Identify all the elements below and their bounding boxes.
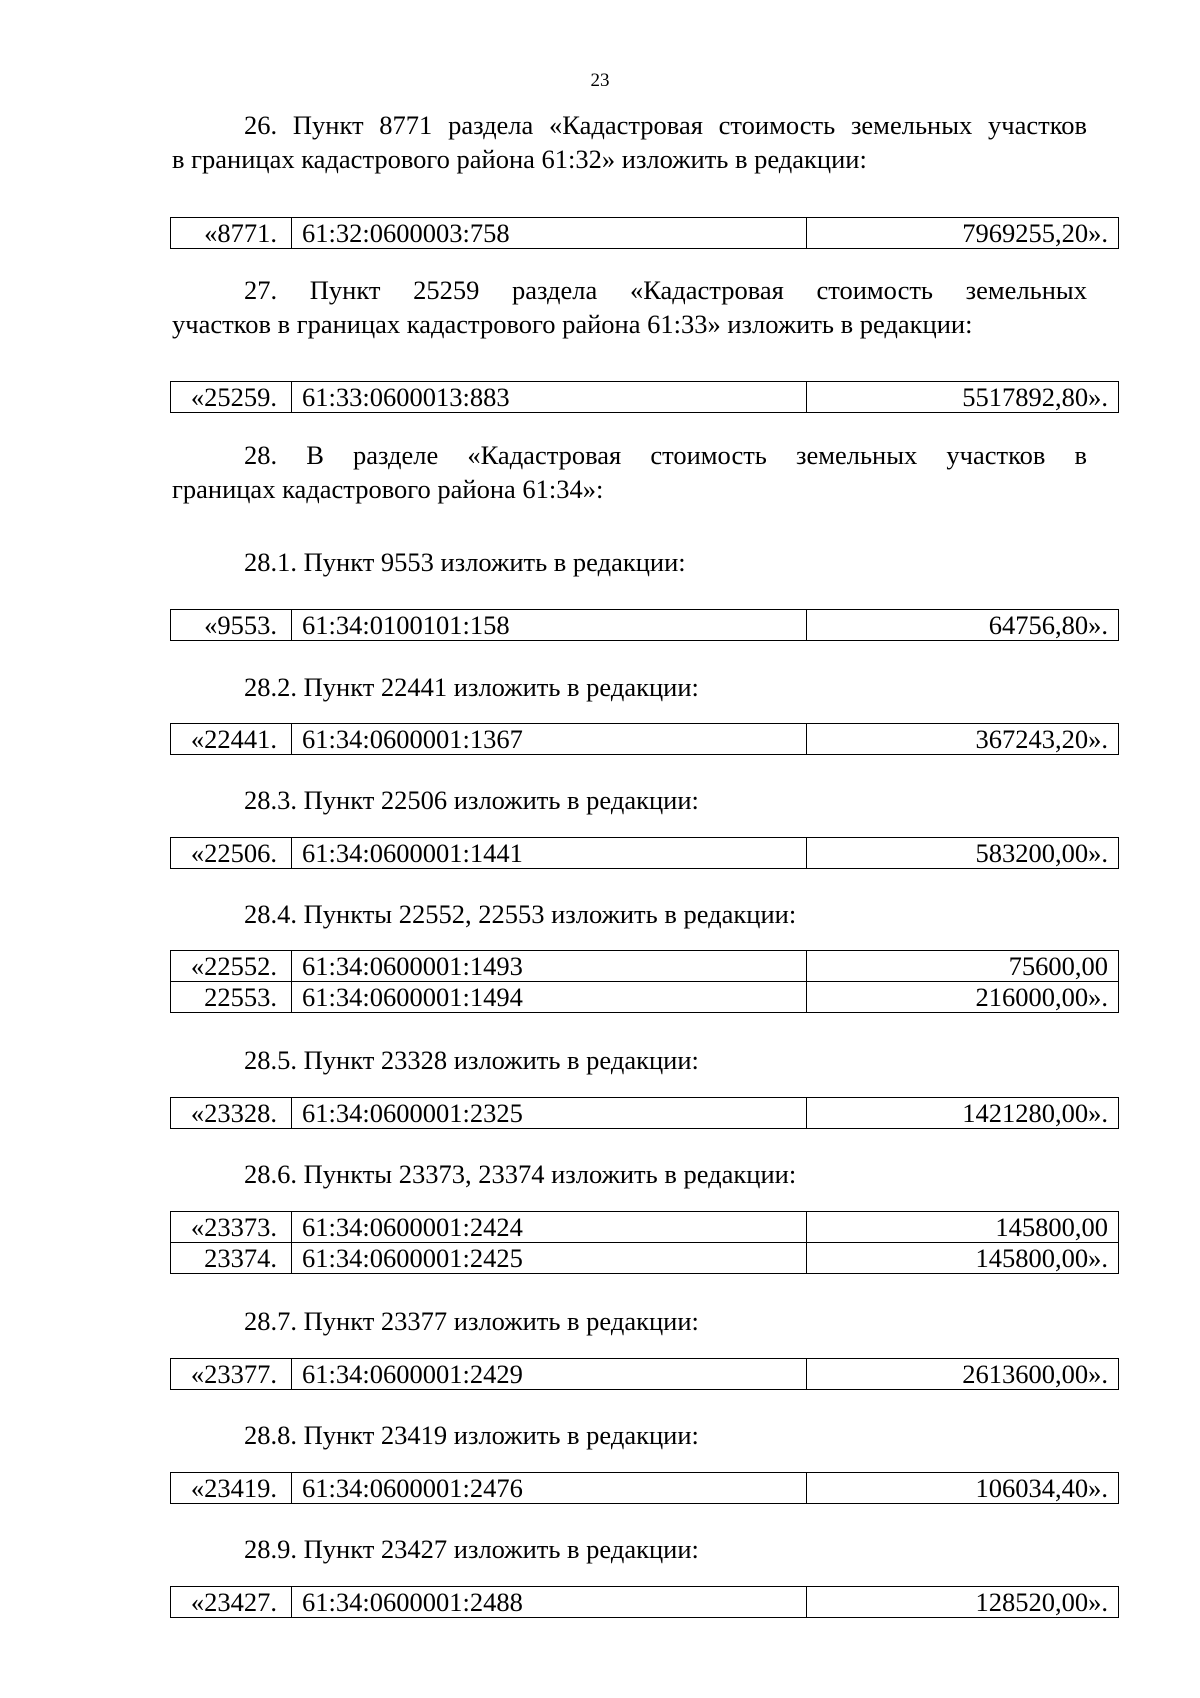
table-row [171, 1212, 1119, 1243]
item-number-cell: «23377. [171, 1359, 292, 1390]
table-row [171, 1473, 1119, 1504]
subparagraph-28-2: 28.2. Пункт 22441 изложить в редакции: [244, 672, 699, 702]
item-number-cell: «23328. [171, 1098, 292, 1129]
cadastral-number-cell: 61:34:0600001:2429 [292, 1359, 807, 1390]
table-item-28-4 [170, 950, 1119, 1013]
table-item-28-2 [170, 723, 1119, 755]
paragraph-26-line-2: в границах кадастрового района 61:32» изложить в редакции: [172, 144, 867, 174]
table-item-28-3 [170, 837, 1119, 869]
item-number-cell: «25259. [171, 382, 292, 413]
cadastral-number-cell: 61:34:0600001:2476 [292, 1473, 807, 1504]
cadastral-value-cell: 7969255,20». [807, 218, 1119, 249]
subparagraph-28-5: 28.5. Пункт 23328 изложить в редакции: [244, 1045, 699, 1075]
cadastral-number-cell: 61:34:0600001:2425 [292, 1243, 807, 1274]
cadastral-value-cell: 145800,00 [807, 1212, 1119, 1243]
paragraph-27-line-2: участков в границах кадастрового района 61:33» изложить в редакции: [172, 309, 973, 339]
cadastral-number-cell: 61:34:0600001:2488 [292, 1587, 807, 1618]
cadastral-number-cell: 61:34:0600001:2424 [292, 1212, 807, 1243]
table-row [171, 951, 1119, 982]
cadastral-value-cell: 106034,40». [807, 1473, 1119, 1504]
item-number-cell: «22441. [171, 724, 292, 755]
table-row [171, 1098, 1119, 1129]
table-row [171, 724, 1119, 755]
item-number-cell: 22553. [171, 982, 292, 1013]
table-row [171, 1587, 1119, 1618]
paragraph-28 [172, 438, 1087, 506]
table-item-26 [170, 217, 1119, 249]
cadastral-number-cell: 61:34:0600001:2325 [292, 1098, 807, 1129]
item-number-cell: «9553. [171, 610, 292, 641]
subparagraph-28-6: 28.6. Пункты 23373, 23374 изложить в редакции: [244, 1159, 797, 1189]
subparagraph-28-8: 28.8. Пункт 23419 изложить в редакции: [244, 1420, 699, 1450]
table-item-28-5 [170, 1097, 1119, 1129]
table-item-28-6 [170, 1211, 1119, 1274]
paragraph-27 [172, 273, 1087, 341]
cadastral-number-cell: 61:34:0600001:1367 [292, 724, 807, 755]
cadastral-value-cell: 367243,20». [807, 724, 1119, 755]
cadastral-number-cell: 61:34:0600001:1493 [292, 951, 807, 982]
subparagraph-28-4: 28.4. Пункты 22552, 22553 изложить в редакции: [244, 899, 797, 929]
item-number-cell: «23427. [171, 1587, 292, 1618]
cadastral-value-cell: 216000,00». [807, 982, 1119, 1013]
cadastral-number-cell: 61:33:0600013:883 [292, 382, 807, 413]
item-number-cell: «22552. [171, 951, 292, 982]
paragraph-26-line-1: 26. Пункт 8771 раздела «Кадастровая стоимость земельных участков [244, 110, 1087, 140]
item-number-cell: «8771. [171, 218, 292, 249]
paragraph-27-line-1: 27. Пункт 25259 раздела «Кадастровая стоимость земельных [244, 275, 1087, 305]
cadastral-number-cell: 61:34:0100101:158 [292, 610, 807, 641]
item-number-cell: «23419. [171, 1473, 292, 1504]
subparagraph-28-1: 28.1. Пункт 9553 изложить в редакции: [244, 547, 686, 577]
cadastral-value-cell: 75600,00 [807, 951, 1119, 982]
cadastral-value-cell: 128520,00». [807, 1587, 1119, 1618]
page-number: 23 [590, 70, 610, 91]
table-row [171, 610, 1119, 641]
table-row [171, 1243, 1119, 1274]
item-number-cell: «22506. [171, 838, 292, 869]
table-row [171, 1359, 1119, 1390]
cadastral-value-cell: 145800,00». [807, 1243, 1119, 1274]
cadastral-value-cell: 64756,80». [807, 610, 1119, 641]
cadastral-number-cell: 61:34:0600001:1441 [292, 838, 807, 869]
table-item-28-9 [170, 1586, 1119, 1618]
table-row [171, 218, 1119, 249]
cadastral-value-cell: 2613600,00». [807, 1359, 1119, 1390]
subparagraph-28-9: 28.9. Пункт 23427 изложить в редакции: [244, 1534, 699, 1564]
cadastral-value-cell: 1421280,00». [807, 1098, 1119, 1129]
table-row [171, 982, 1119, 1013]
item-number-cell: «23373. [171, 1212, 292, 1243]
paragraph-28-line-1: 28. В разделе «Кадастровая стоимость земельных участков в [244, 440, 1087, 470]
cadastral-value-cell: 583200,00». [807, 838, 1119, 869]
cadastral-number-cell: 61:32:0600003:758 [292, 218, 807, 249]
table-item-27 [170, 381, 1119, 413]
table-item-28-1 [170, 609, 1119, 641]
subparagraph-28-3: 28.3. Пункт 22506 изложить в редакции: [244, 785, 699, 815]
cadastral-value-cell: 5517892,80». [807, 382, 1119, 413]
table-row [171, 838, 1119, 869]
table-item-28-8 [170, 1472, 1119, 1504]
subparagraph-28-7: 28.7. Пункт 23377 изложить в редакции: [244, 1306, 699, 1336]
cadastral-number-cell: 61:34:0600001:1494 [292, 982, 807, 1013]
item-number-cell: 23374. [171, 1243, 292, 1274]
table-item-28-7 [170, 1358, 1119, 1390]
table-row [171, 382, 1119, 413]
paragraph-28-line-2: границах кадастрового района 61:34»: [172, 474, 604, 504]
paragraph-26 [172, 108, 1087, 176]
